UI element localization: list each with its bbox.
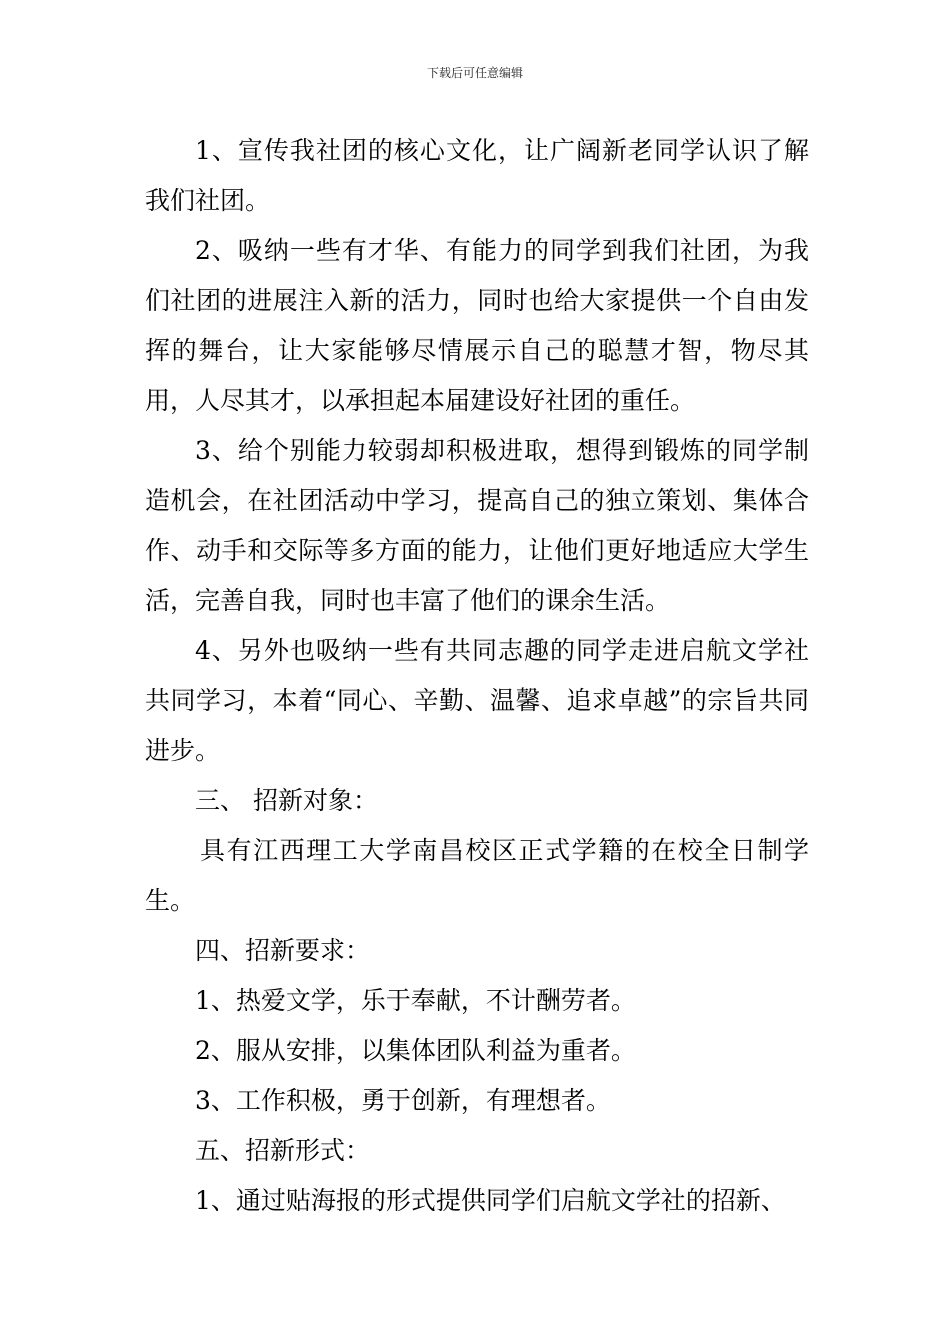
section-heading-targets: 三、 招新对象： xyxy=(195,786,378,815)
section-heading-format: 五、招新形式： xyxy=(195,1136,371,1165)
requirement-item-3: 3、工作积极，勇于创新，有理想者。 xyxy=(195,1086,611,1115)
requirement-item-1: 1、热爱文学，乐于奉献，不计酬劳者。 xyxy=(195,986,636,1015)
paragraph-targets: 具有江西理工大学南昌校区正式学籍的在校全日制学生。 xyxy=(145,836,809,915)
section-heading-requirements: 四、招新要求： xyxy=(195,936,371,965)
paragraph-goal-4: 4、另外也吸纳一些有共同志趣的同学走进启航文学社共同学习，本着“同心、辛勤、温馨、追求卓越”的宗旨共同进步。 xyxy=(145,636,809,765)
document-body xyxy=(145,126,809,1226)
page-header: 下载后可任意编辑 xyxy=(426,66,523,80)
paragraph-goal-3: 3、给个别能力较弱却积极进取，想得到锻炼的同学制造机会，在社团活动中学习，提高自己的独立策划、集体合作、动手和交际等多方面的能力，让他们更好地适应大学生活，完善自我，同时也丰富了他们的课余生活。 xyxy=(145,436,809,615)
requirement-item-2: 2、服从安排，以集体团队利益为重者。 xyxy=(195,1036,636,1065)
paragraph-goal-1: 1、宣传我社团的核心文化，让广阔新老同学认识了解我们社团。 xyxy=(145,136,809,215)
format-item-1: 1、通过贴海报的形式提供同学们启航文学社的招新、 xyxy=(195,1186,786,1215)
paragraph-goal-2: 2、吸纳一些有才华、有能力的同学到我们社团，为我们社团的进展注入新的活力，同时也给大家提供一个自由发挥的舞台，让大家能够尽情展示自己的聪慧才智，物尽其用，人尽其才，以承担起本届建设好社团的重任。 xyxy=(145,236,809,415)
